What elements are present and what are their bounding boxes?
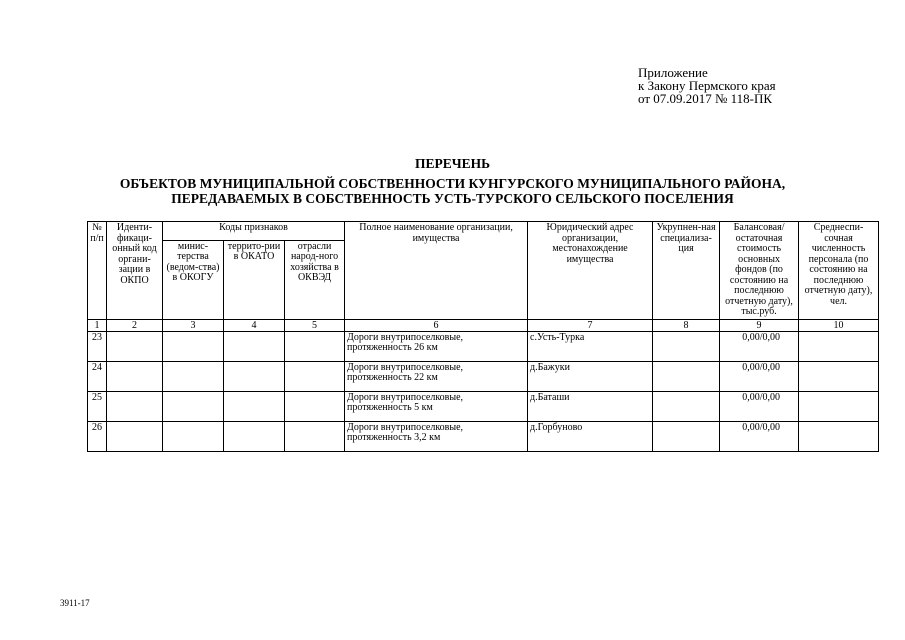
column-number: 6: [345, 319, 528, 331]
header-okato: террито-рии в ОКАТО: [224, 240, 285, 319]
document-title: ПЕРЕЧЕНЬ: [414, 156, 491, 171]
row-balance: 0,00/0,00: [720, 361, 799, 391]
appendix-line-3: от 07.09.2017 № 118-ПК: [638, 91, 773, 106]
row-staff: [799, 331, 879, 361]
row-address: д.Горбуново: [528, 421, 653, 451]
row-address: с.Усть-Турка: [528, 331, 653, 361]
header-name: Полное наименование организации, имущества: [345, 222, 528, 320]
row-okpo: [107, 391, 163, 421]
row-okato: [224, 391, 285, 421]
row-okogu: [163, 421, 224, 451]
table-row: [88, 361, 879, 391]
column-number-row: [88, 319, 879, 331]
row-name: Дороги внутрипоселковые, протяженность 22 км: [345, 361, 528, 391]
row-num: 24: [88, 361, 107, 391]
row-specialization: [653, 331, 720, 361]
row-okved: [285, 331, 345, 361]
subtitle-line-2: ПЕРЕДАВАЕМЫХ В СОБСТВЕННОСТЬ УСТЬ-ТУРСКОГО СЕЛЬСКОГО ПОСЕЛЕНИЯ: [171, 191, 734, 206]
row-okved: [285, 361, 345, 391]
row-okved: [285, 391, 345, 421]
row-specialization: [653, 421, 720, 451]
header-okpo: Иденти-фикаци-онный код органи-зации в ОКПО: [107, 222, 163, 320]
appendix-block: [638, 66, 776, 105]
row-balance: 0,00/0,00: [720, 331, 799, 361]
row-num: 23: [88, 331, 107, 361]
column-number: 1: [88, 319, 107, 331]
row-num: 25: [88, 391, 107, 421]
header-num: № п/п: [88, 222, 107, 320]
column-number: 9: [720, 319, 799, 331]
header-address: Юридический адрес организации, местонахождение имущества: [528, 222, 653, 320]
row-address: д.Бажуки: [528, 361, 653, 391]
row-num: 26: [88, 421, 107, 451]
row-okato: [224, 361, 285, 391]
row-okpo: [107, 421, 163, 451]
row-okved: [285, 421, 345, 451]
row-balance: 0,00/0,00: [720, 391, 799, 421]
header-okved: отрасли народ-ного хозяйства в ОКВЭД: [285, 240, 345, 319]
column-number: 5: [285, 319, 345, 331]
row-staff: [799, 391, 879, 421]
column-number: 10: [799, 319, 879, 331]
row-okato: [224, 421, 285, 451]
row-balance: 0,00/0,00: [720, 421, 799, 451]
row-staff: [799, 421, 879, 451]
column-number: 3: [163, 319, 224, 331]
header-staff: Среднеспи-сочная численность персонала (по состоянию на последнюю отчетную дату), чел.: [799, 222, 879, 320]
appendix-line-1: Приложение: [638, 65, 708, 80]
row-address: д.Баташи: [528, 391, 653, 421]
row-staff: [799, 361, 879, 391]
row-okogu: [163, 331, 224, 361]
row-okogu: [163, 391, 224, 421]
header-specialization: Укрупнен-ная специализа-ция: [653, 222, 720, 320]
table-row: [88, 331, 879, 361]
document-code: 3911-17: [60, 598, 90, 608]
appendix-line-2: к Закону Пермского края: [638, 78, 776, 93]
row-name: Дороги внутрипоселковые, протяженность 26 км: [345, 331, 528, 361]
row-name: Дороги внутрипоселковые, протяженность 5 км: [345, 391, 528, 421]
column-number: 7: [528, 319, 653, 331]
header-balance: Балансовая/ остаточная стоимость основных фондов (по состоянию на последнюю отчетную дату), тыс.руб.: [720, 222, 799, 320]
header-codes: Коды признаков: [163, 222, 345, 241]
column-number: 2: [107, 319, 163, 331]
table-row: [88, 391, 879, 421]
row-specialization: [653, 391, 720, 421]
header-row-top: [88, 222, 879, 241]
row-okogu: [163, 361, 224, 391]
row-okpo: [107, 331, 163, 361]
row-specialization: [653, 361, 720, 391]
column-number: 8: [653, 319, 720, 331]
property-table: [87, 221, 879, 452]
column-number: 4: [224, 319, 285, 331]
table-row: [88, 421, 879, 451]
row-name: Дороги внутрипоселковые, протяженность 3,2 км: [345, 421, 528, 451]
row-okato: [224, 331, 285, 361]
document-subtitle: [0, 176, 905, 206]
row-okpo: [107, 361, 163, 391]
header-okogu: минис-терства (ведом-ства) в ОКОГУ: [163, 240, 224, 319]
subtitle-line-1: ОБЪЕКТОВ МУНИЦИПАЛЬНОЙ СОБСТВЕННОСТИ КУНГУРСКОГО МУНИЦИПАЛЬНОГО РАЙОНА,: [119, 176, 786, 191]
